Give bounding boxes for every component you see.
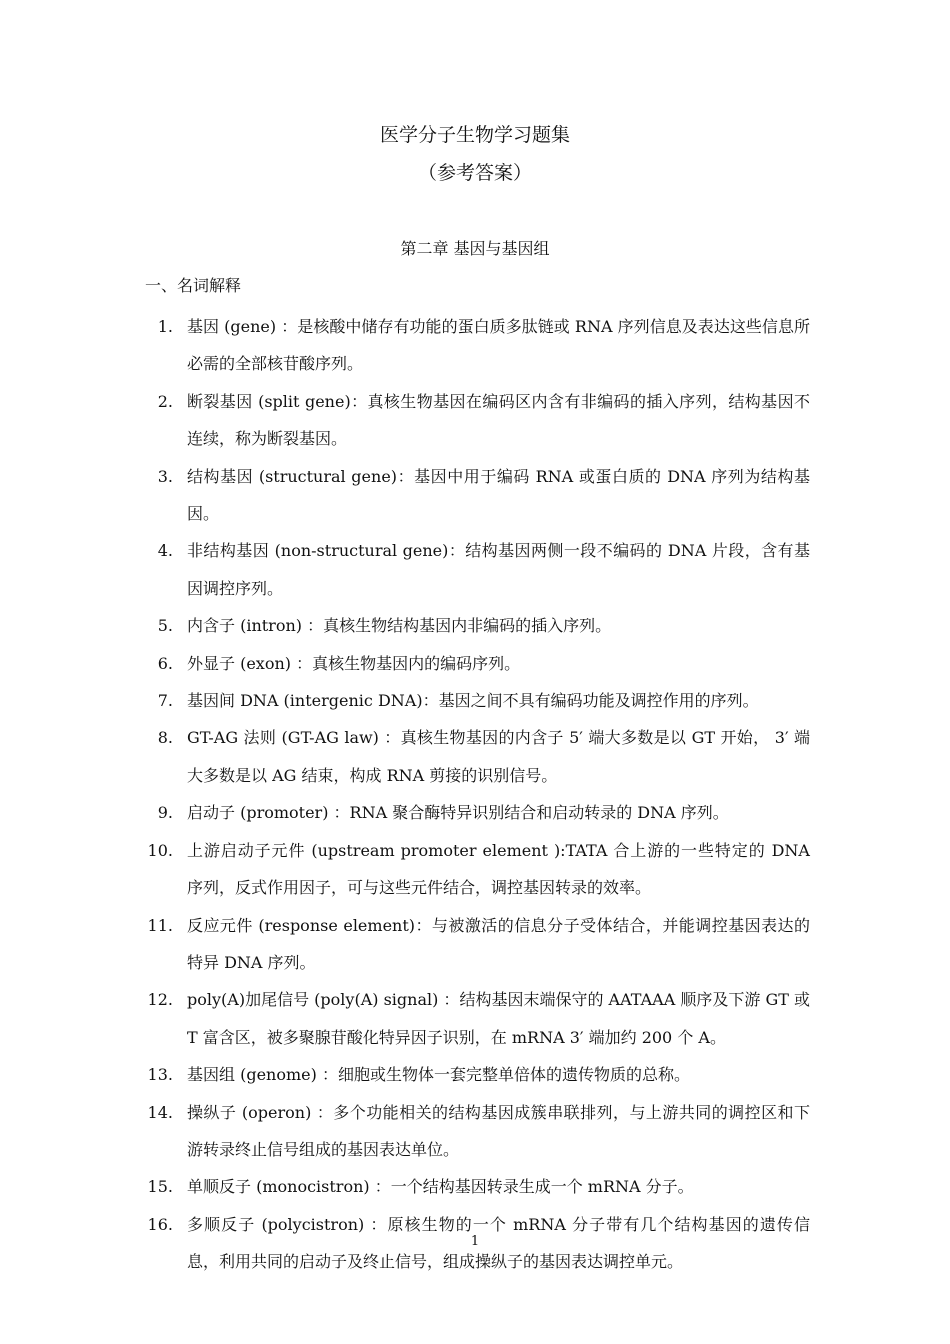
item-text: 反应元件 (response element)：与被激活的信息分子受体结合，并能调控基因表达的特异 DNA 序列。 [187,915,810,972]
document-title: 医学分子生物学习题集 [379,124,570,146]
list-item [145,1168,810,1205]
item-number: 1. [157,317,173,336]
chapter-heading: 第二章 基因与基因组 [400,239,550,258]
item-text: 启动子 (promoter) ：RNA 聚合酶特异识别结合和启动转录的 DNA 序列。 [187,803,729,823]
list-item [145,682,810,719]
item-number: 11. [147,915,173,935]
list-item [145,645,810,682]
item-number: 4. [157,541,173,561]
list-item [145,907,810,982]
item-number: 7. [157,691,173,711]
list-item [145,832,810,907]
item-number: 2. [157,391,173,411]
list-item [145,794,810,831]
item-number: 8. [157,728,173,748]
item-text: 单顺反子 (monocistron) ：一个结构基因转录生成一个 mRNA 分子。 [187,1177,694,1197]
item-number: 14. [147,1102,173,1122]
item-text: 内含子 (intron) ：真核生物结构基因内非编码的插入序列。 [187,616,612,636]
item-text: 基因组 (genome) ：细胞或生物体一套完整单倍体的遗传物质的总称。 [187,1065,690,1085]
item-number: 13. [147,1065,173,1085]
definition-list [145,308,810,1281]
page-number: 1 [470,1234,480,1249]
item-number: 5. [157,616,173,636]
list-item [145,308,810,383]
item-text: 结构基因 (structural gene)：基因中用于编码 RNA 或蛋白质的 DNA 序列为结构基因。 [187,466,810,524]
item-number: 16. [147,1214,173,1234]
item-text: poly(A)加尾信号 (poly(A) signal) ：结构基因末端保守的 AATAAA 顺序及下游 GT 或 T 富含区，被多聚腺苷酸化特异因子识别，在 mRNA 3′ 端加约 200 个 A。 [187,990,810,1047]
item-number: 9. [157,803,173,823]
document-subtitle: （参考答案） [417,162,532,184]
section-heading: 一、名词解释 [145,276,242,295]
item-text: GT-AG 法则 (GT-AG law) ：真核生物基因的内含子 5′ 端大多数是以 GT 开始， 3′ 端大多数是以 AG 结束，构成 RNA 剪接的识别信号。 [187,728,810,785]
item-text: 断裂基因 (split gene)：真核生物基因在编码区内含有非编码的插入序列，结构基因不连续，称为断裂基因。 [187,391,810,449]
item-text: 基因间 DNA (intergenic DNA)：基因之间不具有编码功能及调控作用的序列。 [187,691,759,711]
list-item [145,1094,810,1169]
list-item [145,981,810,1056]
list-item [145,719,810,794]
item-text: 多顺反子 (polycistron) ：原核生物的一个 mRNA 分子带有几个结构基因的遗传信息，利用共同的启动子及终止信号，组成操纵子的基因表达调控单元。 [187,1214,810,1272]
item-number: 10. [147,840,173,860]
item-text: 上游启动子元件 (upstream promoter element ):TATA 合上游的一些特定的 DNA 序列，反式作用因子，可与这些元件结合，调控基因转录的效率。 [187,840,810,898]
item-number: 15. [147,1177,173,1197]
item-number: 6. [157,653,173,673]
item-text: 操纵子 (operon) ：多个功能相关的结构基因成簇串联排列，与上游共同的调控区和下游转录终止信号组成的基因表达单位。 [187,1102,810,1159]
list-item [145,383,810,458]
item-text: 基因 (gene) ：是核酸中储存有功能的蛋白质多肽链或 RNA 序列信息及表达这些信息所必需的全部核苷酸序列。 [187,317,810,374]
list-item [145,607,810,644]
item-number: 3. [157,466,173,486]
item-text: 外显子 (exon) ：真核生物基因内的编码序列。 [187,653,521,673]
item-text: 非结构基因 (non-structural gene)：结构基因两侧一段不编码的 DNA 片段，含有基因调控序列。 [187,541,810,598]
list-item [145,532,810,607]
list-item [145,1056,810,1093]
item-number: 12. [147,990,173,1010]
list-item [145,458,810,533]
